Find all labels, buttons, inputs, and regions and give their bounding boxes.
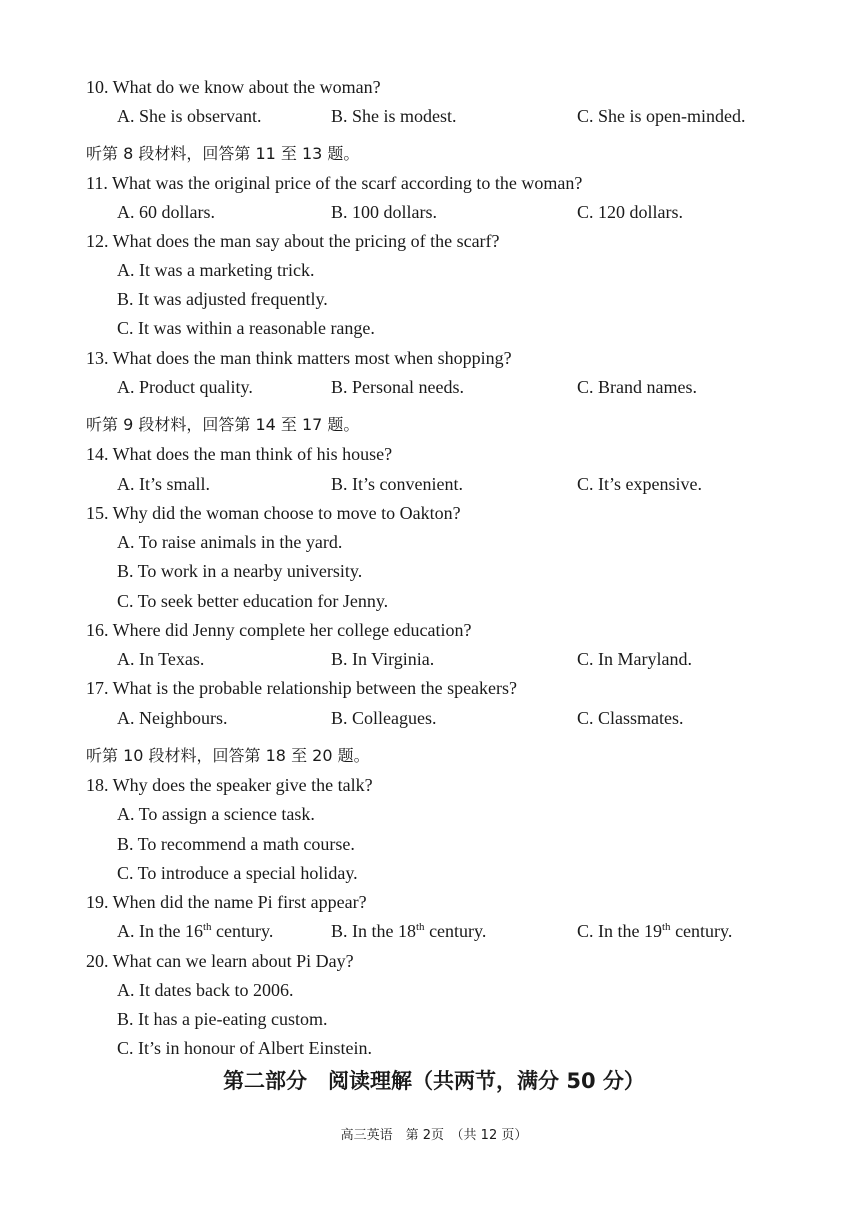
question-12-option-a: A. It was a marketing trick. — [117, 260, 315, 280]
question-17-option-c: C. Classmates. — [577, 708, 684, 728]
question-20-option-c: C. It’s in honour of Albert Einstein. — [117, 1038, 372, 1058]
question-15-option-a: A. To raise animals in the yard. — [117, 532, 343, 552]
question-11-option-a: A. 60 dollars. — [117, 202, 215, 222]
question-10-option-a: A. She is observant. — [117, 106, 262, 126]
question-15-stem: 15. Why did the woman choose to move to Oakton? — [86, 503, 461, 523]
question-13-option-c: C. Brand names. — [577, 377, 697, 397]
question-19-option-a: A. In the 16th century. — [117, 921, 274, 941]
question-19-stem: 19. When did the name Pi first appear? — [86, 892, 367, 912]
question-20-option-b: B. It has a pie-eating custom. — [117, 1009, 328, 1029]
question-18-option-b: B. To recommend a math course. — [117, 834, 355, 854]
question-19-option-b: B. In the 18th century. — [331, 921, 487, 941]
question-16-stem: 16. Where did Jenny complete her college education? — [86, 620, 472, 640]
question-17-option-b: B. Colleagues. — [331, 708, 437, 728]
question-17-stem: 17. What is the probable relationship between the speakers? — [86, 678, 518, 698]
question-11-option-b: B. 100 dollars. — [331, 202, 437, 222]
question-13-option-b: B. Personal needs. — [331, 377, 464, 397]
question-11-stem: 11. What was the original price of the scarf according to the woman? — [86, 173, 583, 193]
question-14-stem: 14. What does the man think of his house? — [86, 444, 393, 464]
section-heading-10: 听第 10 段材料，回答第 18 至 20 题。 — [86, 746, 370, 765]
question-16-option-b: B. In Virginia. — [331, 649, 435, 669]
question-14-option-c: C. It’s expensive. — [577, 474, 702, 494]
page-footer: 高三英语 第 2页 （共 12 页） — [340, 1128, 528, 1143]
question-17-option-a: A. Neighbours. — [117, 708, 228, 728]
question-12-option-c: C. It was within a reasonable range. — [117, 318, 375, 338]
question-14-option-b: B. It’s convenient. — [331, 474, 463, 494]
question-14-option-a: A. It’s small. — [117, 474, 210, 494]
question-15-option-b: B. To work in a nearby university. — [117, 561, 363, 581]
question-12-option-b: B. It was adjusted frequently. — [117, 289, 328, 309]
question-15-option-c: C. To seek better education for Jenny. — [117, 591, 389, 611]
question-18-stem: 18. Why does the speaker give the talk? — [86, 775, 373, 795]
question-10-option-b: B. She is modest. — [331, 106, 457, 126]
question-18-option-c: C. To introduce a special holiday. — [117, 863, 358, 883]
question-20-stem: 20. What can we learn about Pi Day? — [86, 951, 354, 971]
section-heading-8: 听第 8 段材料，回答第 11 至 13 题。 — [86, 144, 360, 163]
question-19-option-c: C. In the 19th century. — [577, 921, 733, 941]
question-20-option-a: A. It dates back to 2006. — [117, 980, 294, 1000]
part-two-heading: 第二部分 阅读理解（共两节，满分 50 分） — [223, 1069, 645, 1093]
question-12-stem: 12. What does the man say about the pricing of the scarf? — [86, 231, 500, 251]
question-10-option-c: C. She is open-minded. — [577, 106, 746, 126]
question-11-option-c: C. 120 dollars. — [577, 202, 683, 222]
question-10-stem: 10. What do we know about the woman? — [86, 77, 381, 97]
question-16-option-a: A. In Texas. — [117, 649, 205, 669]
question-13-stem: 13. What does the man think matters most when shopping? — [86, 348, 512, 368]
question-18-option-a: A. To assign a science task. — [117, 804, 315, 824]
question-13-option-a: A. Product quality. — [117, 377, 253, 397]
section-heading-9: 听第 9 段材料，回答第 14 至 17 题。 — [86, 415, 360, 434]
question-16-option-c: C. In Maryland. — [577, 649, 692, 669]
